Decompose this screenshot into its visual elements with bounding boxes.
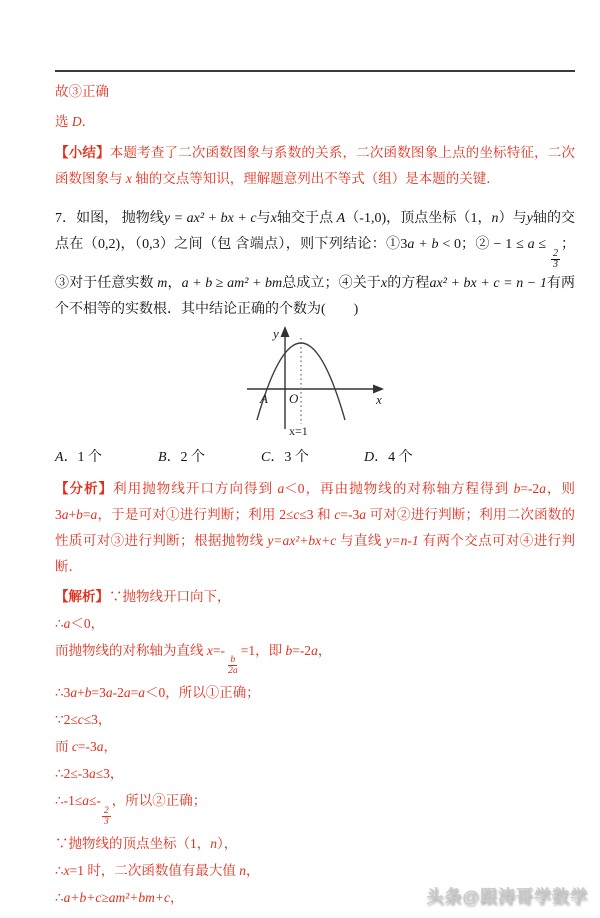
solution-line-1-text: ∵抛物线开口向下， — [109, 588, 231, 604]
note-paragraph — [55, 140, 575, 192]
question-text: 7．如图， 抛物线y = ax² + bx + c与x轴交于点 A（-1,0)，顶点坐标（1，n）与y轴的交点在（0,2)，（0,3）之间（包 含端点），则下列结论：①3a + b < 0；② − 1 ≤ a ≤ $\frac{2}{3}$ ；③对于任意实数 m，a + b ≥ am² + bm总成立；④关于x的方程ax² + bx + c = n − 1有两个不相等的实数根．其中结论正确的个数为( ) — [55, 211, 576, 317]
solution-line-11: ∴a+b+c≥am²+bm+c， — [55, 890, 184, 906]
watermark: 头条@跟涛哥学数学 — [426, 887, 588, 906]
parabola-figure — [55, 325, 575, 442]
note-label: 【小结】 — [55, 145, 110, 160]
option-d: D．4 个 — [364, 449, 413, 465]
prev-answer: 选 D． — [55, 114, 96, 129]
symmetry-axis-label: x=1 — [289, 423, 308, 438]
analysis-text: 利用抛物线开口方向得到 a＜0，再由抛物线的对称轴方程得到 b=-2a，则 3a+b=a，于是可对①进行判断；利用 2≤c≤3 和 c=-3a 可对②进行判断；利用二次函数的性质可对③进行判断；根据抛物线 y=ax²+bx+c 与直线 y=n-1 有两个交点可对④进行判断． — [55, 480, 576, 574]
option-c: C．3 个 — [261, 449, 309, 465]
solution-line-5: ∵2≤c≤3， — [55, 712, 112, 728]
point-a-label: A — [260, 390, 268, 406]
options-row — [55, 448, 575, 468]
document-page — [0, 70, 600, 918]
analysis-paragraph — [55, 476, 575, 580]
section-divider — [55, 70, 575, 72]
solution-line-10: ∴x=1 时，二次函数值有最大值 n， — [55, 863, 260, 879]
solution-line-6: 而 c=-3a， — [55, 739, 117, 755]
option-b: B．2 个 — [158, 449, 206, 465]
parabola-curve — [257, 343, 345, 420]
y-axis-label: y — [273, 325, 279, 341]
x-axis-label: x — [376, 391, 382, 407]
note-text: 本题考查了二次函数图象与系数的关系，二次函数图象上点的坐标特征，二次函数图象与 x 轴的交点等知识，理解题意列出不等式（组）是本题的关键． — [55, 145, 576, 186]
solution-line-3: 而抛物线的对称轴为直线 x=- $\frac{b}{2a}$ =1，即 b=-2a， — [55, 642, 332, 677]
origin-label: O — [289, 390, 299, 406]
parabola-graph — [239, 325, 391, 437]
prev-conclusion: 故③正确 — [55, 84, 109, 99]
solution-label: 【解析】 — [55, 588, 109, 604]
solution-line-2: ∴a＜0， — [55, 615, 105, 631]
option-a: A．1 个 — [55, 449, 103, 465]
solution-line-8: ∴-1≤a≤- $\frac{2}{3}$ ，所以②正确； — [55, 793, 207, 827]
analysis-label: 【分析】 — [55, 480, 114, 496]
solution-line-9: ∵抛物线的顶点坐标（1，n）， — [55, 836, 238, 852]
solution-line-1 — [55, 587, 575, 607]
y-axis-arrow-icon — [281, 326, 290, 337]
solution-line-4: ∴3a+b=3a-2a=a＜0，所以①正确； — [55, 685, 260, 701]
solution-line-7: ∴2≤-3a≤3， — [55, 766, 124, 782]
